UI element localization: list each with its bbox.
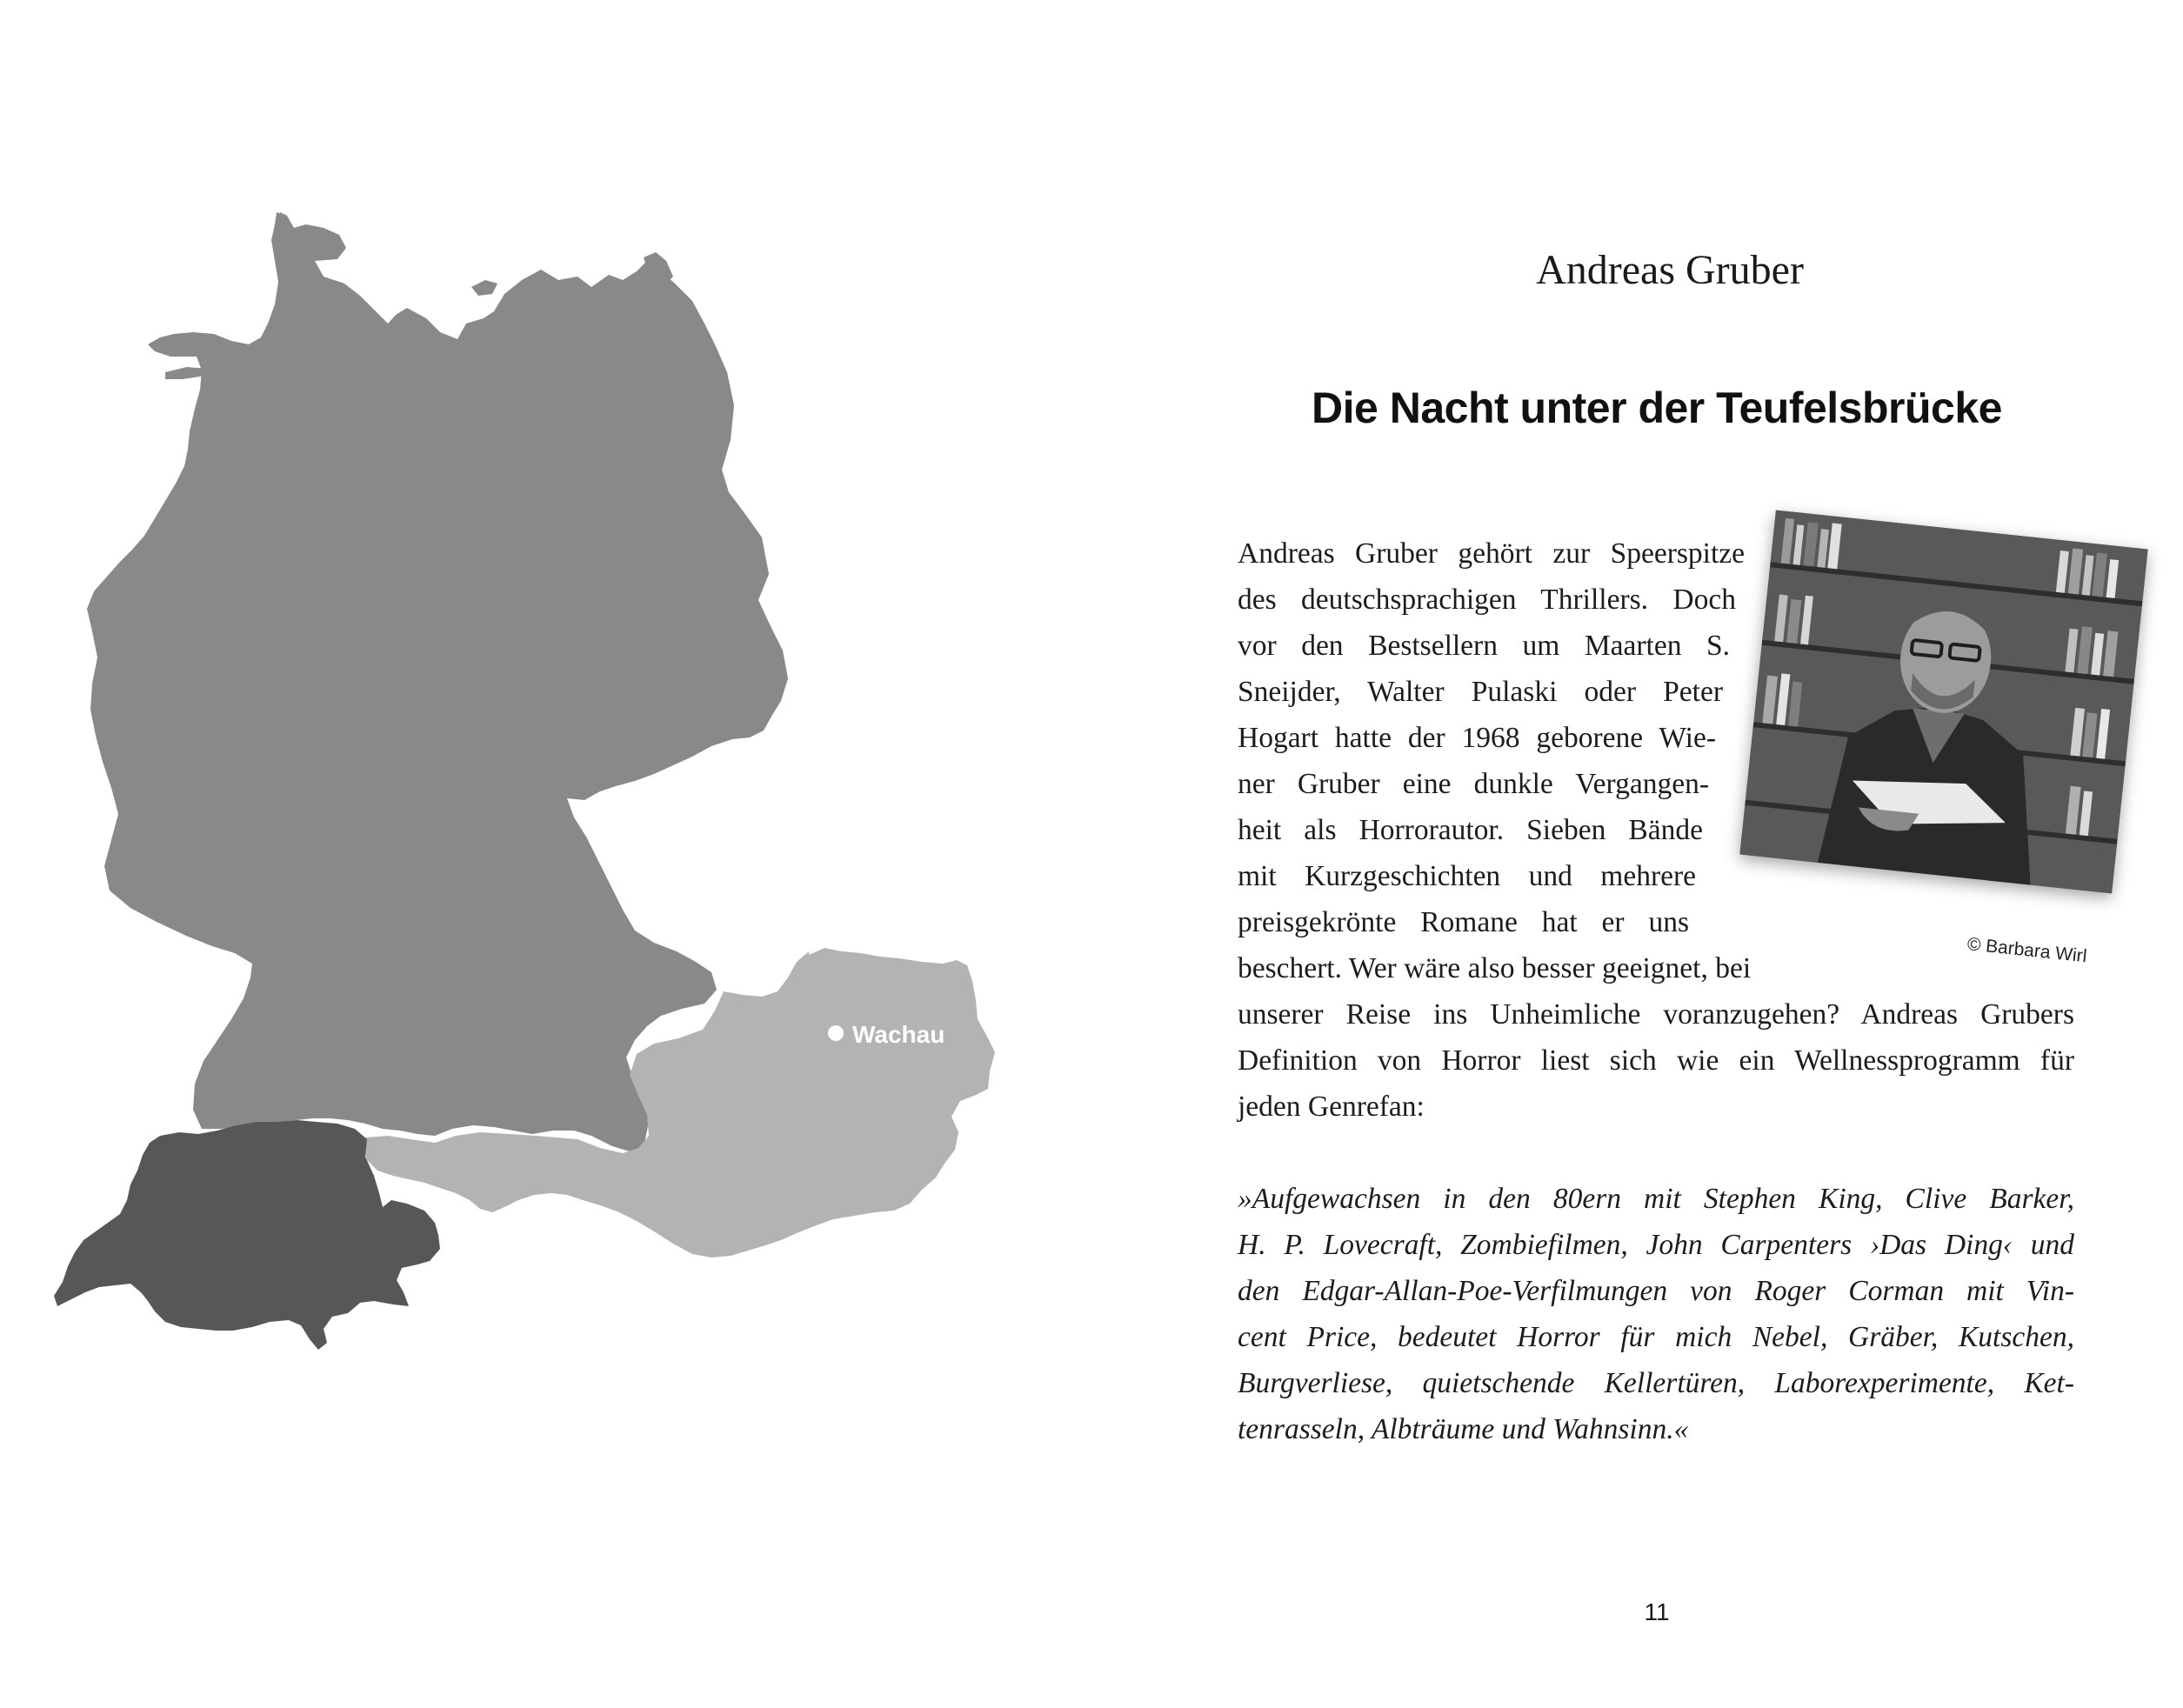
bio-line: mit Kurzgeschichten und mehrere: [1238, 860, 1696, 892]
bio-line: preisgekrönte Romane hat er uns: [1238, 906, 1689, 938]
bio-line: vor den Bestsellern um Maarten S.: [1238, 630, 1730, 662]
bio-line: unserer Reise ins Unheimliche voranzugehen? Andreas Grubers: [1238, 998, 2074, 1031]
quote-line: tenrasseln, Albträume und Wahnsinn.«: [1238, 1413, 1689, 1445]
author-photo: [1739, 510, 2147, 894]
page-number: 11: [1644, 1598, 1670, 1625]
wachau-label: Wachau: [852, 1021, 945, 1048]
story-title: Die Nacht unter der Teufelsbrücke: [1312, 384, 2002, 432]
island-frisian-1: [165, 367, 207, 379]
bio-line: Sneijder, Walter Pulaski oder Peter: [1238, 676, 1723, 708]
quote-line: H. P. Lovecraft, Zombiefilmen, John Carpenters ›Das Ding‹ und: [1238, 1229, 2074, 1261]
germany-region: [87, 212, 788, 1151]
bio-line: ner Gruber eine dunkle Vergangen-: [1238, 768, 1709, 800]
photo-credit: © Barbara Wirl: [1966, 934, 2088, 967]
bio-line: Andreas Gruber gehört zur Speerspitze: [1238, 537, 1745, 570]
bio-line: Hogart hatte der 1968 geborene Wie-: [1238, 722, 1716, 754]
bio-line: des deutschsprachigen Thrillers. Doch: [1238, 584, 1736, 616]
bio-line: jeden Genrefan:: [1238, 1091, 1425, 1123]
bio-line: heit als Horrorautor. Sieben Bände: [1238, 814, 1703, 846]
quote-line: cent Price, bedeutet Horror für mich Nebel, Gräber, Kutschen,: [1238, 1321, 2074, 1353]
wachau-marker: [828, 1025, 844, 1041]
author-name: Andreas Gruber: [1536, 247, 1804, 293]
bio-line: beschert. Wer wäre also besser geeignet, bei: [1238, 952, 1752, 984]
island-fehmarn: [471, 280, 497, 296]
bio-line: Definition von Horror liest sich wie ein Wellnessprogramm für: [1238, 1044, 2074, 1077]
quote-line: den Edgar-Allan-Poe-Verfilmungen von Roger Corman mit Vin-: [1238, 1275, 2074, 1307]
quote-line: »Aufgewachsen in den 80ern mit Stephen King, Clive Barker,: [1238, 1183, 2074, 1215]
quote-line: Burgverliese, quietschende Kellertüren, Laborexperimente, Ket-: [1238, 1367, 2074, 1399]
